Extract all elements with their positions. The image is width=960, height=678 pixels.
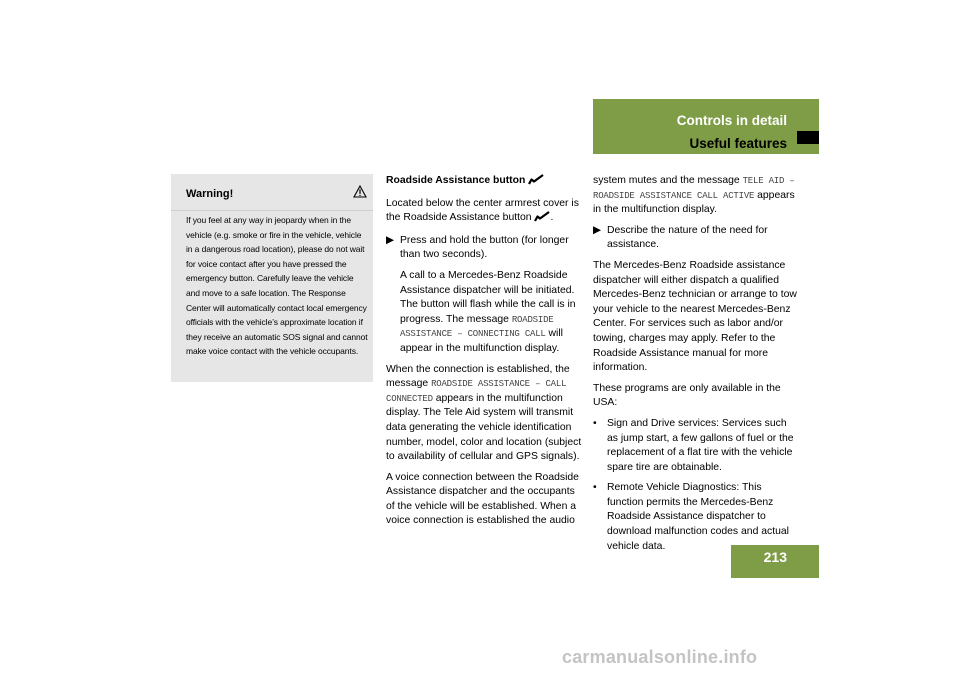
list-item-text: Remote Vehicle Diagnostics: This function permits the Mercedes-Benz Roadside Assistance dispatcher to download malfunction codes and actual vehicle data. (607, 482, 789, 552)
intro-paragraph (386, 197, 582, 228)
warning-title: Warning! (186, 188, 234, 200)
list-item (593, 481, 797, 554)
warning-text: If you feel at any way in jeopardy when in the vehicle (e.g. smoke or fire in the vehicle, vehicle in a dangerous road location), please do not wait for voice contact after you have pressed the emergency button. Carefully leave the vehicle and move to a safe location. The Response Center will automatically contact local emergency officials with the vehicle’s approximate location if they receive an automatic SOS signal and cannot make voice contact with the vehicle occupants. (186, 215, 368, 357)
instruction-step (593, 224, 797, 253)
step-detail-text-a: A call to a Mercedes-Benz Roadside Assistance dispatcher will be initiated. The button will flash while the call is in progress. The message (400, 269, 576, 325)
column-left (386, 174, 582, 535)
step-detail-text-b: will appear in the multifunction display. (400, 328, 563, 354)
warning-box (171, 174, 373, 382)
connection-text-a: When the connection is established, the message (386, 363, 570, 390)
instruction-step (386, 234, 582, 263)
header-bar (593, 99, 819, 154)
roadside-assistance-icon (528, 174, 544, 191)
heading-text: Roadside Assistance button (386, 175, 526, 186)
column-right (593, 174, 797, 560)
step-detail (386, 269, 582, 357)
step-text: Press and hold the button (for longer than two seconds). (400, 234, 569, 261)
dispatcher-paragraph: The Mercedes-Benz Roadside assistance dispatcher will either dispatch a qualified Mercedes-Benz technician or arrange to tow your vehicle to the nearest Mercedes-Benz Center. For services such as labor and/or towing, charges may apply. Refer to the Roadside Assistance manual for more information. (593, 259, 797, 374)
connection-text-b: appears in the multifunction display. The Tele Aid system will transmit data generating the vehicle identification number, model, color and location (subject to availability of cellular and GPS signals). (386, 392, 582, 463)
watermark: carmanualsonline.info (562, 647, 758, 667)
audio-text-a: system mutes and the message (593, 175, 740, 186)
section-title: Useful features (689, 136, 787, 151)
list-item-text: Sign and Drive services: Services such as jump start, a few gallons of fuel or the replacement of a flat tire with the vehicle spare tire are obtainable. (607, 417, 794, 473)
page-number: 213 (763, 549, 787, 565)
warning-divider (171, 210, 373, 211)
list-item (593, 417, 797, 475)
audio-text-b: appears in the multifunction display. (593, 189, 795, 216)
roadside-assistance-icon (534, 211, 550, 228)
intro-text: Located below the center armrest cover is the Roadside Assistance button (386, 197, 579, 224)
section-heading (386, 174, 582, 191)
bullet-dot-icon: • (593, 417, 597, 429)
bullet-dot-icon: • (593, 482, 597, 494)
step-arrow-icon: ▶ (593, 224, 601, 236)
step-text: Describe the nature of the need for assistance. (607, 224, 768, 251)
voice-paragraph: A voice connection between the Roadside Assistance dispatcher and the occupants of the vehicle will be established. When a voice connection is established the audio (386, 471, 579, 527)
display-message-active: TELE AID – ROADSIDE ASSISTANCE CALL ACTIVE (593, 176, 795, 201)
connection-paragraph (386, 363, 582, 465)
display-message-connected: ROADSIDE ASSISTANCE – CALL CONNECTED (386, 379, 567, 404)
display-message-connecting: ROADSIDE ASSISTANCE – CONNECTING CALL (400, 314, 554, 340)
header-marker (797, 131, 819, 144)
warning-triangle-icon (353, 185, 367, 203)
usa-paragraph: These programs are only available in the USA: (593, 382, 781, 409)
step-arrow-icon: ▶ (386, 234, 394, 246)
audio-paragraph (593, 174, 797, 218)
chapter-title: Controls in detail (676, 113, 787, 128)
intro-end: . (550, 212, 554, 224)
